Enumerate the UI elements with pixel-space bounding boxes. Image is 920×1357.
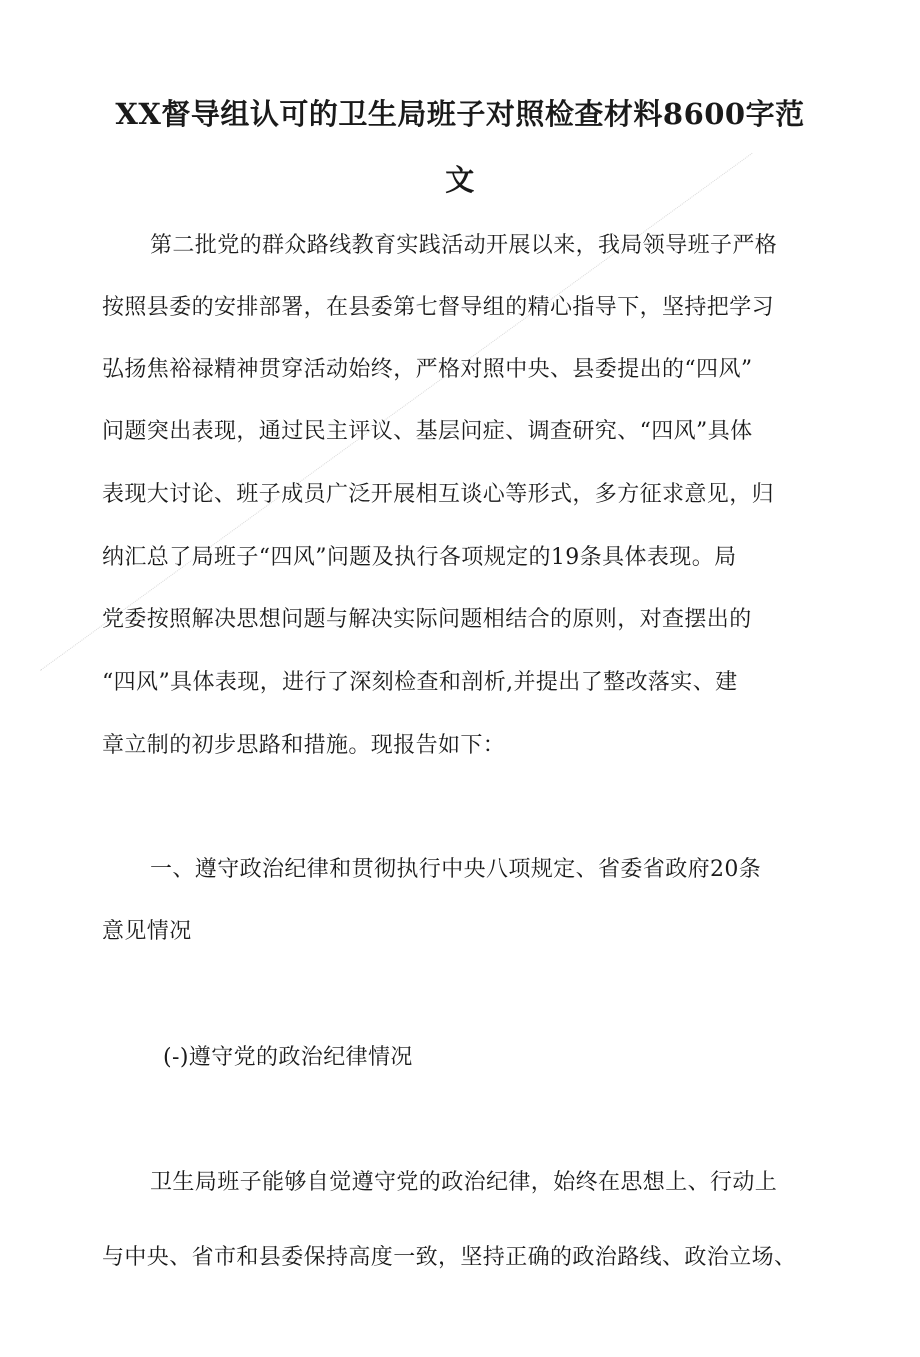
intro-line-1: 第二批党的群众路线教育实践活动开展以来，我局领导班子严格 (150, 233, 778, 258)
section-heading-line-2: 意见情况 (102, 919, 192, 944)
intro-line-3: 弘扬焦裕禄精神贯穿活动始终，严格对照中央、县委提出的“四风” (102, 357, 753, 382)
intro-line-2: 按照县委的安排部署，在县委第七督导组的精心指导下，坚持把学习 (102, 295, 775, 320)
intro-line-5: 表现大讨论、班子成员广泛开展相互谈心等形式，多方征求意见，归 (102, 482, 775, 507)
intro-line-4: 问题突出表现，通过民主评议、基层问症、调查研究、“四风”具体 (102, 419, 753, 444)
intro-line-6: 纳汇总了局班子“四风”问题及执行各项规定的19条具体表现。局 (102, 545, 737, 570)
body-line-2: 与中央、省市和县委保持高度一致，坚持正确的政治路线、政治立场、 (102, 1245, 797, 1270)
document-title-line-2: 文 (445, 163, 475, 197)
body-line-1: 卫生局班子能够自觉遵守党的政治纪律，始终在思想上、行动上 (150, 1170, 778, 1195)
intro-line-7: 党委按照解决思想问题与解决实际问题相结合的原则，对查摆出的 (102, 607, 752, 632)
document-title-line-1: XX督导组认可的卫生局班子对照检查材料8600字范 (115, 97, 805, 131)
intro-line-9: 章立制的初步思路和措施。现报告如下： (102, 733, 506, 758)
subsection-heading: (-)遵守党的政治纪律情况 (163, 1045, 413, 1070)
section-heading-line-1: 一、遵守政治纪律和贯彻执行中央八项规定、省委省政府20条 (150, 857, 762, 882)
intro-line-8: “四风”具体表现，进行了深刻检查和剖析,并提出了整改落实、建 (102, 670, 738, 695)
